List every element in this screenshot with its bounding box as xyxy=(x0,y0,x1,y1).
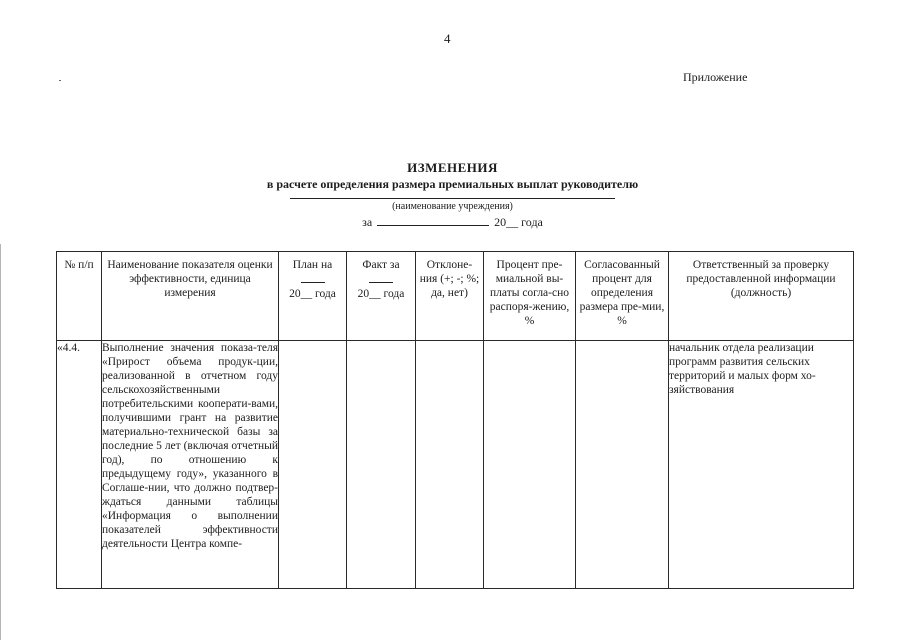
organization-blank-line xyxy=(290,198,615,199)
table-header-row xyxy=(57,252,854,341)
header-fact xyxy=(347,252,416,341)
document-subtitle: в расчете определения размера премиальных выплат руководителю xyxy=(266,177,639,191)
scan-edge-line xyxy=(0,244,1,640)
scan-speck xyxy=(59,80,61,81)
header-plan-blank xyxy=(301,272,325,283)
row-deviation xyxy=(416,341,484,589)
page-number: 4 xyxy=(444,31,451,46)
header-fact-label: Факт за xyxy=(362,259,400,271)
header-fact-year: 20__ года xyxy=(357,288,405,300)
row-agreed-percent xyxy=(576,341,669,589)
header-fact-blank xyxy=(369,272,393,283)
header-deviation: Отклоне-ния (+; -; %; да, нет) xyxy=(416,252,484,341)
period-prefix: за xyxy=(362,215,373,229)
row-responsible: начальник отдела реализации программ развития сельских территорий и малых форм хо-зяйствования xyxy=(669,341,854,589)
document-title: ИЗМЕНЕНИЯ xyxy=(407,160,498,175)
changes-table xyxy=(56,251,854,589)
header-plan xyxy=(279,252,347,341)
period-blank xyxy=(377,215,489,226)
row-fact xyxy=(347,341,416,589)
header-num: № п/п xyxy=(57,252,102,341)
row-percent-order xyxy=(484,341,576,589)
row-num: «4.4. xyxy=(57,341,102,589)
appendix-label: Приложение xyxy=(683,70,748,84)
row-indicator-cell xyxy=(102,341,279,589)
header-indicator: Наименование показателя оценки эффективности, единица измерения xyxy=(102,252,279,341)
organization-caption: (наименование учреждения) xyxy=(392,201,513,212)
period-year: 20__ года xyxy=(494,215,543,229)
period-line xyxy=(170,215,735,229)
header-plan-year: 20__ года xyxy=(289,288,336,300)
row-indicator-text: Выполнение значения показа-теля «Прирост объема продук-ции, реализованной в отчетном году сельскохозяйственными потребительскими кооперати-вами, получившими грант на развитие материально-технической базы за последние 5 лет (включая отчетный год), по отношению к предыдущему году», указанного в Соглаше-нии, что должно подтвер-ждаться данными таблицы «Информация о выполнении показателей эффективности деятельности Центра компе- xyxy=(102,342,278,550)
header-plan-label: План на xyxy=(292,259,333,271)
header-agreed-percent: Согласованный процент для определения размера пре-мии, % xyxy=(576,252,669,341)
table-row xyxy=(57,341,854,589)
row-plan xyxy=(279,341,347,589)
header-responsible: Ответственный за проверку предоставленной информации (должность) xyxy=(669,252,854,341)
title-block xyxy=(170,160,735,229)
header-percent-order: Процент пре-миальной вы-платы согла-сно распоря-жению, % xyxy=(484,252,576,341)
